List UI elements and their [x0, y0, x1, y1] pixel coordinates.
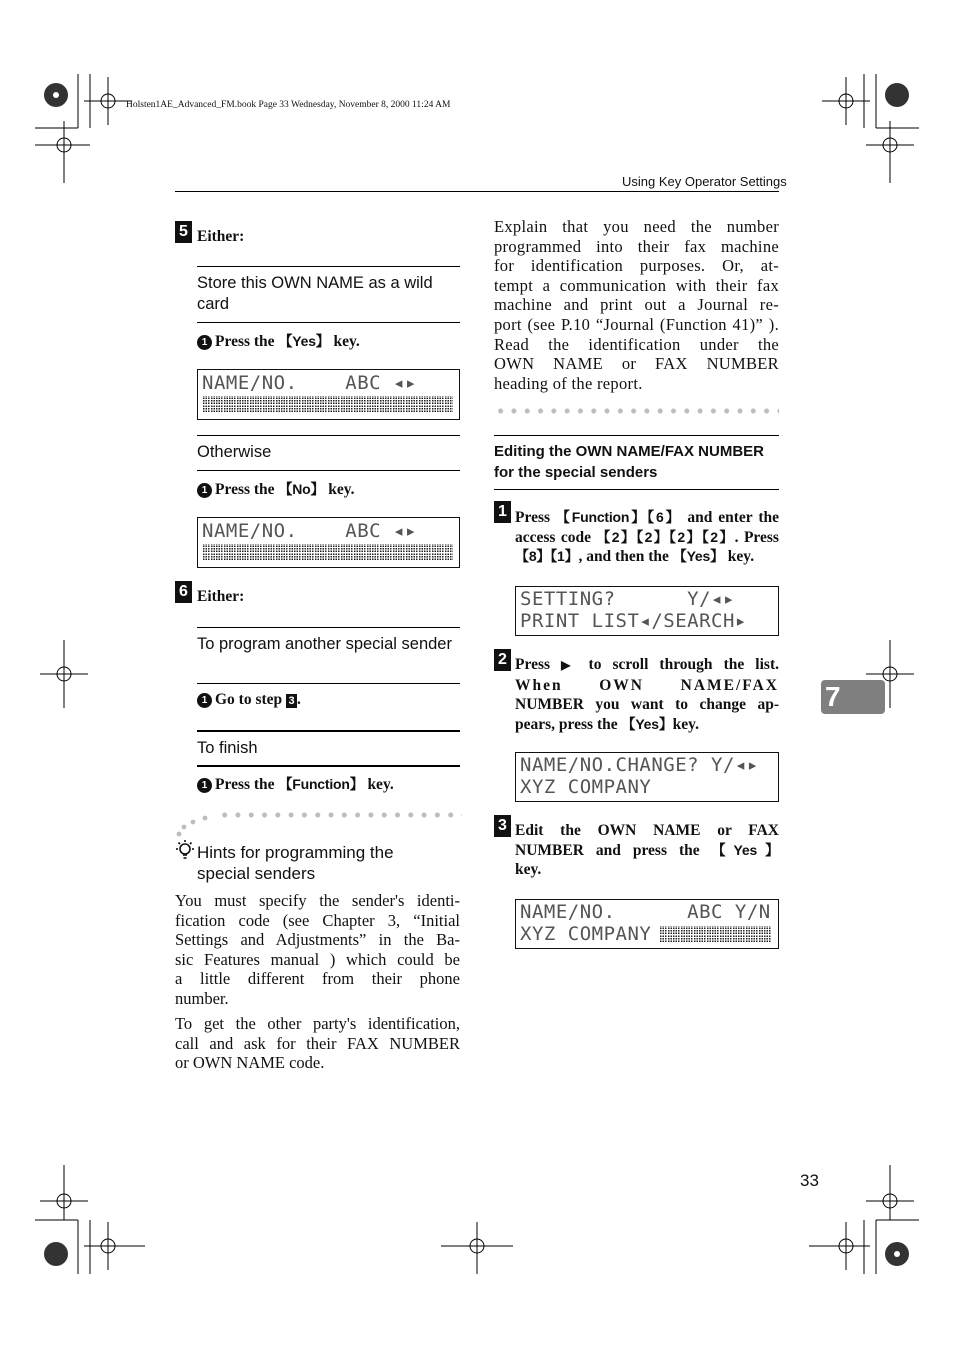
- dotted-separator: [218, 812, 462, 818]
- section-rule: [494, 435, 779, 436]
- section-rule: [494, 489, 779, 490]
- bullet-number: 1: [197, 778, 212, 793]
- lcd-line-1: NAME/NO. ABC ◂▸: [202, 520, 417, 542]
- lcd-cursor-row: [203, 544, 453, 560]
- running-header: Using Key Operator Settings: [622, 174, 787, 189]
- lcd-line-2: XYZ COMPANY: [520, 776, 652, 798]
- lcd-line-2: XYZ COMPANY: [520, 923, 652, 945]
- press-yes-instruction: 1 Press the 【 Yes 】 key.: [197, 331, 360, 351]
- option-to-finish: To finish: [197, 739, 258, 757]
- function-key: 【 Function 】: [278, 776, 363, 792]
- step-5-number: 5: [175, 221, 192, 243]
- header-rule: [175, 191, 779, 192]
- step-6-number: 6: [175, 581, 192, 603]
- table-rule: [197, 730, 460, 732]
- yes-key: 【 Yes 】: [712, 842, 779, 858]
- table-rule: [197, 683, 460, 684]
- table-rule: [197, 435, 460, 436]
- key-2: 【 2 】: [636, 529, 669, 545]
- table-rule: [197, 322, 460, 323]
- dotted-curve: [176, 815, 220, 837]
- table-rule: [197, 470, 460, 471]
- lcd-line-1: NAME/NO. ABC ◂▸: [202, 372, 417, 394]
- lightbulb-icon: [175, 839, 195, 861]
- section-title: Editing the OWN NAME/FAX NUMBER for the special senders: [494, 443, 764, 481]
- press-no-instruction: 1 Press the 【 No 】 key.: [197, 479, 354, 499]
- key-2: 【 2 】: [669, 529, 702, 545]
- bullet-number: 1: [197, 335, 212, 350]
- option-program-another: To program another special sender: [197, 635, 452, 653]
- lcd-line-1: NAME/NO. ABC Y/N: [520, 901, 771, 923]
- dotted-separator: [494, 408, 779, 414]
- table-rule: [197, 266, 460, 267]
- lcd-display: [197, 517, 460, 568]
- press-function-instruction: 1 Press the 【 Function 】 key.: [197, 774, 394, 794]
- step-3-text: Edit the OWN NAME or FAX NUMBER and press the 【 Yes 】 key.: [515, 821, 779, 880]
- hints-paragraph-2: To get the other party's identification, call and ask for their FAX NUMBER or OWN NAME code.: [175, 1014, 460, 1073]
- key-2: 【 2 】: [596, 529, 636, 545]
- lcd-line-2: PRINT LIST◂/SEARCH▸: [520, 610, 747, 632]
- lcd-line-1: NAME/NO.CHANGE? Y/◂▸: [520, 754, 759, 776]
- step-2-text: Press ▶ to scroll through the list. When OWN NAME/FAX NUMBER you want to change ap- pears, press the 【 Yes 】 key.: [515, 655, 779, 734]
- step-3-number: 3: [494, 815, 511, 837]
- table-rule: [197, 765, 460, 767]
- lcd-line-1: SETTING? Y/◂▸: [520, 588, 735, 610]
- right-arrow-icon: ▶: [561, 658, 578, 672]
- otherwise-label: Otherwise: [197, 443, 272, 461]
- lcd-cursor-row: [660, 926, 771, 942]
- go-to-step-instruction: 1 Go to step 3 .: [197, 691, 301, 709]
- step-reference: 3: [286, 694, 297, 708]
- yes-key: 【 Yes 】: [278, 333, 329, 349]
- table-rule: [197, 627, 460, 628]
- step-1-number: 1: [494, 501, 511, 523]
- step-6-label: Either:: [197, 588, 245, 605]
- option-wild-card: Store this OWN NAME as a wild card: [197, 274, 433, 313]
- hints-paragraph-1: You must specify the sender's identi- fication code (see Chapter 3, “Initial Settings and Adjustments” in the Ba- sic Features manual ) which could be a little different from their phone number.: [175, 891, 460, 1008]
- no-key: 【 No 】: [278, 481, 324, 497]
- key-8: 【 8 】: [515, 548, 550, 564]
- lcd-display: [515, 586, 779, 636]
- yes-key: 【 Yes 】: [622, 716, 673, 732]
- bullet-number: 1: [197, 483, 212, 498]
- step-2-number: 2: [494, 649, 511, 671]
- lcd-display: [515, 899, 779, 949]
- key-1: 【 1 】: [550, 548, 578, 564]
- lcd-cursor-row: [203, 396, 453, 412]
- intro-paragraph: Explain that you need the number programmed into their fax machine for identification purposes. Or, at- tempt a communication with their fax machine and print out a Journal re- port (see P.10 “Journal (Function 41)” ). Read the identification under the OWN NAME or FAX NUMBER heading of the report.: [494, 217, 779, 393]
- key-6: 【 6 】: [647, 509, 681, 525]
- lcd-display: [515, 752, 779, 802]
- yes-key: 【 Yes 】: [673, 548, 724, 564]
- page-number: 33: [800, 1171, 819, 1190]
- chapter-tab: 7: [821, 680, 885, 714]
- lcd-display: [197, 369, 460, 420]
- file-info: Holsten1AE_Advanced_FM.book Page 33 Wednesday, November 8, 2000 11:24 AM: [126, 100, 451, 110]
- bullet-number: 1: [197, 693, 212, 708]
- function-key: 【 Function 】: [556, 509, 647, 525]
- hints-title: Hints for programming the special senders: [197, 843, 394, 883]
- step-5-label: Either:: [197, 228, 245, 245]
- step-1-text: Press 【 Function 】【 6 】 and enter the access code 【 2 】【 2 】【 2 】【 2 】 . Press 【 8 】【 1 】 , and then the 【 Yes 】 key.: [515, 508, 779, 567]
- key-2: 【 2 】: [702, 529, 735, 545]
